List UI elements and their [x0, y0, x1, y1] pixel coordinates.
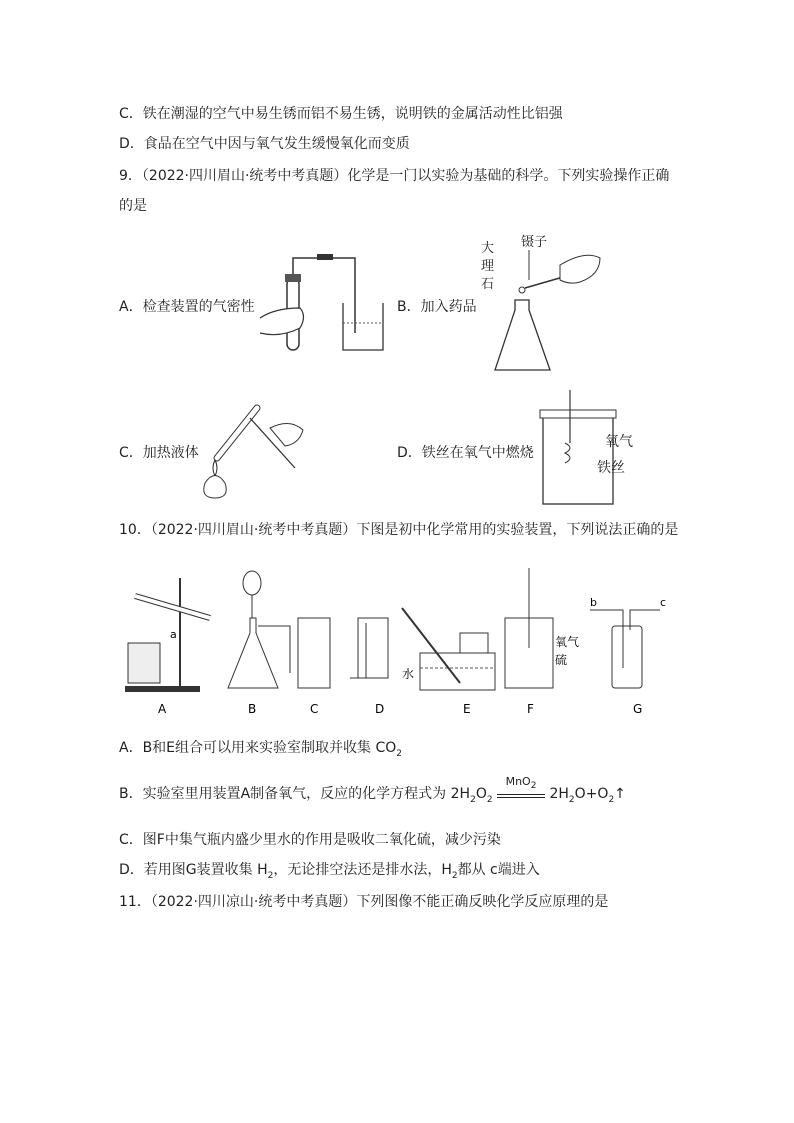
label-oxygen: 氧气 [605, 434, 633, 450]
label-water: 水 [402, 667, 415, 681]
apparatus-letter-d: D [375, 702, 385, 716]
apparatus-letter-c: C [310, 702, 319, 716]
q10-option-d: D．若用图G装置收集 $H_2$，无论排空法还是排水法，$H_2$都从 c端进入 [119, 862, 540, 881]
label-c: c [660, 596, 667, 609]
label-a: a [170, 628, 177, 641]
q8-option-c: C．铁在潮湿的空气中易生锈而铝不易生锈，说明铁的金属活动性比铝强 [119, 106, 563, 122]
apparatus-letter-b: B [248, 702, 257, 716]
q10-stem: 10．（2022·四川眉山·统考中考真题）下图是初中化学常用的实验装置，下列说法正确的是 [119, 522, 679, 538]
q9-option-b: B．加入药品 [397, 299, 477, 315]
q9-stem: 9．（2022·四川眉山·统考中考真题）化学是一门以实验为基础的科学。下列实验操作正确 [119, 168, 670, 184]
label-marble-3: 石 [481, 277, 495, 292]
label-iron-wire: 铁丝 [597, 460, 625, 476]
fig-heat-liquid [195, 398, 315, 503]
label-f-oxygen: 氧气 [555, 635, 580, 649]
q9-option-a: A．检查装置的气密性 [119, 299, 255, 315]
apparatus-letter-f: F [527, 702, 534, 716]
q9-option-c: C．加热液体 [119, 445, 199, 461]
q10-option-c: C．图F中集气瓶内盛少里水的作用是吸收二氧化硫，减少污染 [119, 832, 501, 848]
q11-stem: 11．（2022·四川凉山·统考中考真题）下列图像不能正确反映化学反应原理的是 [119, 894, 609, 910]
fig-airtightness-check [255, 238, 385, 356]
apparatus-letter-e: E [463, 702, 471, 716]
apparatus-letter-a: A [158, 702, 167, 716]
fig-lab-apparatus [120, 548, 680, 723]
label-marble-2: 理 [481, 259, 495, 274]
q8-option-d: D．食品在空气中因与氧气发生缓慢氧化而变质 [119, 136, 410, 152]
apparatus-letter-g: G [633, 702, 643, 716]
fig-add-marble [475, 230, 605, 380]
label-b: b [590, 596, 597, 609]
q10-option-a: A．B和E组合可以用来实验室制取并收集 $CO_2$ [119, 740, 403, 759]
q10-option-b: B．实验室里用装置A制备氧气，反应的化学方程式为 $2H_2O_2$ MnO$_2$ $2H_2O+O_2↑$ [119, 775, 626, 805]
q9-option-d: D．铁丝在氧气中燃烧 [397, 445, 534, 461]
fig-iron-burn [535, 388, 665, 508]
label-marble-1: 大 [481, 241, 495, 256]
label-sulfur: 硫 [555, 653, 568, 667]
label-tweezers: 镊子 [521, 235, 548, 250]
q9-stem-cont: 的是 [119, 198, 147, 214]
